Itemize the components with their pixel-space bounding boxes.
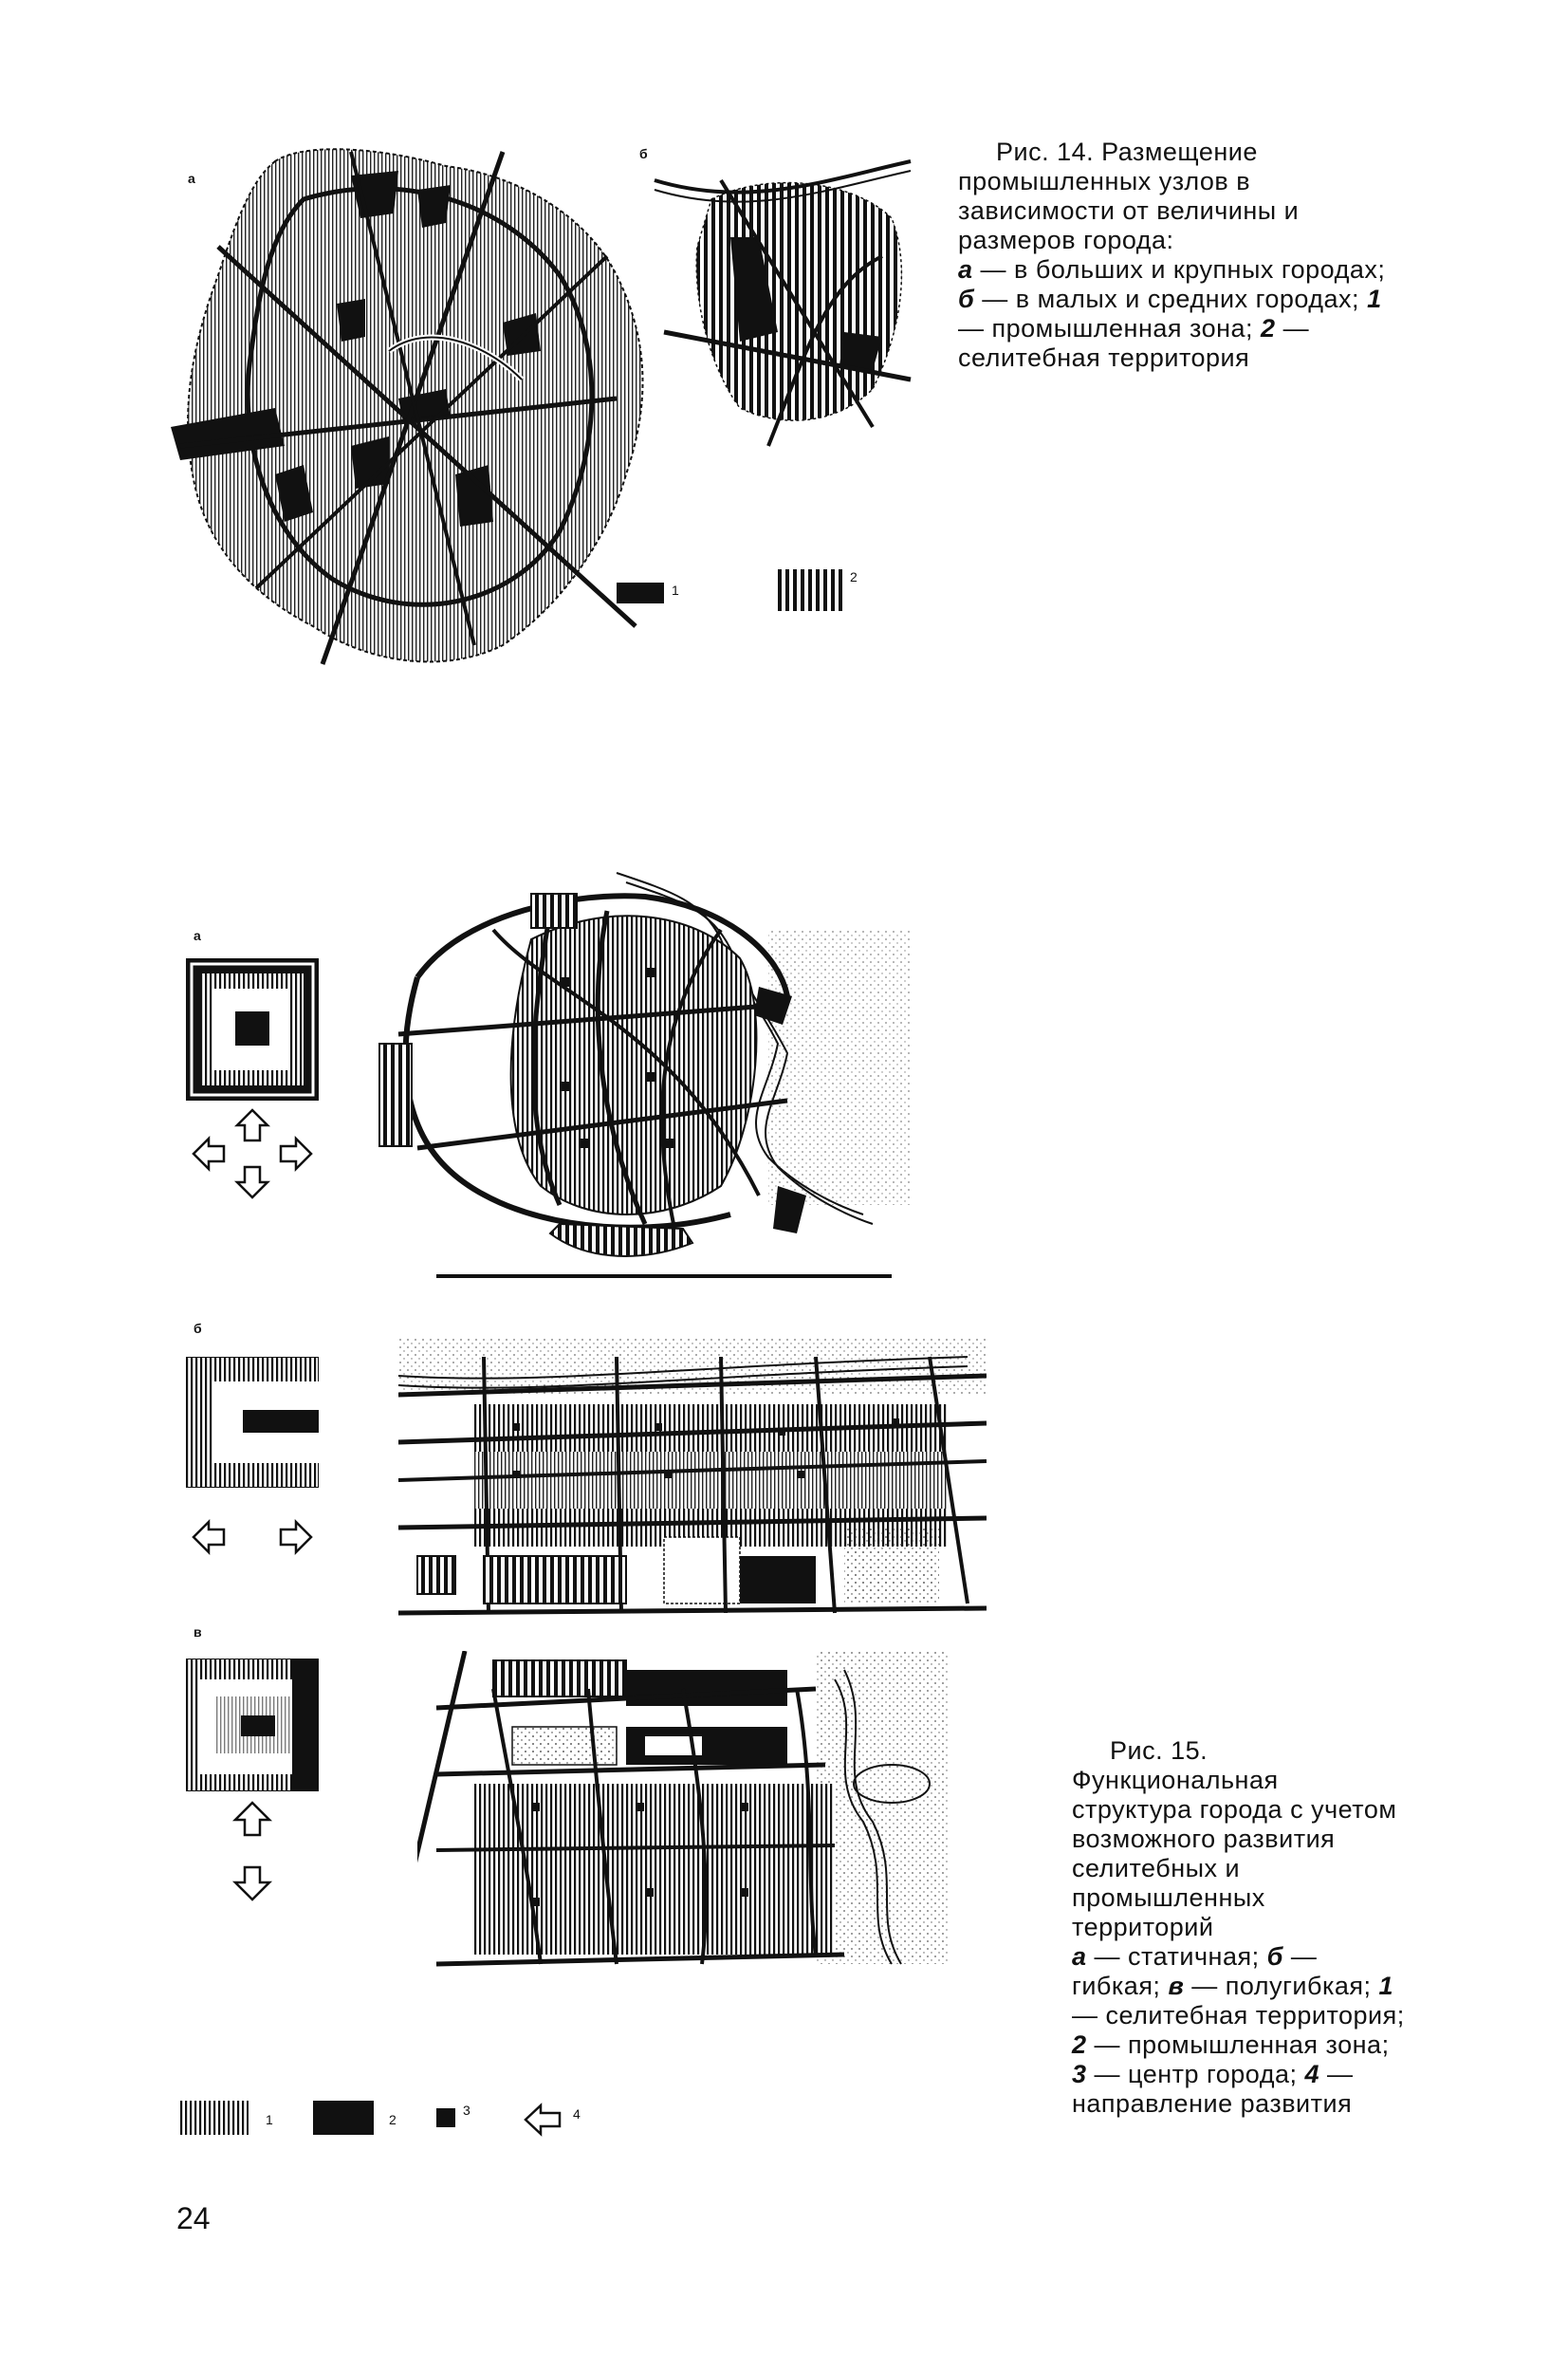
city-centre <box>579 1139 588 1148</box>
direction-arrows-all <box>186 1106 319 1201</box>
city-centre <box>664 1139 673 1148</box>
arrow-left-icon <box>522 2103 563 2137</box>
industrial-zone <box>626 1670 787 1706</box>
arrow-down-icon <box>237 1167 267 1197</box>
caption-text: — полугибкая; <box>1184 1972 1379 2000</box>
industrial-zone <box>337 299 365 342</box>
city-centre <box>655 1423 662 1431</box>
panel-label-v: в <box>194 1624 202 1640</box>
caption-key: 2 <box>1072 2030 1087 2059</box>
city-centre <box>797 1471 804 1478</box>
arrow-right-icon <box>281 1522 311 1552</box>
figure-14-legend <box>607 565 892 622</box>
residential-area <box>474 1452 949 1509</box>
city-centre <box>740 1803 748 1811</box>
industrial-zone <box>417 185 451 228</box>
caption-text: — в малых и средних городах; <box>974 285 1368 313</box>
legend-residential-swatch <box>778 569 844 611</box>
page-number: 24 <box>176 2201 211 2235</box>
caption-text: — промышленная зона; <box>958 314 1262 343</box>
caption-text: — селитебная территория <box>958 314 1310 372</box>
city-centre <box>531 1898 540 1906</box>
legend-number: 3 <box>463 2103 470 2118</box>
caption-key: 4 <box>1304 2060 1320 2088</box>
panel-label-b: б <box>639 146 648 161</box>
city-centre <box>560 1082 569 1091</box>
city-centre <box>645 1888 654 1897</box>
caption-key: в <box>1168 1972 1185 2000</box>
city-centre <box>645 968 655 977</box>
industrial-zone <box>379 1044 412 1146</box>
caption-key: а <box>1072 1942 1087 1971</box>
caption-key: а <box>958 255 973 284</box>
figure-15-caption <box>1072 1736 1406 2119</box>
city-plan-small <box>636 142 920 455</box>
city-centre <box>892 1418 899 1426</box>
figure-14-panel-a <box>161 133 673 683</box>
arrow-left-icon <box>194 1522 224 1552</box>
caption-key: 3 <box>1072 2060 1087 2088</box>
caption-text: — направление развития <box>1072 2060 1354 2118</box>
industrial-zone <box>455 465 493 527</box>
city-plan-flexible <box>398 1338 987 1622</box>
direction-arrows-horizontal <box>186 1518 319 1556</box>
industrial-zone <box>493 1660 626 1696</box>
caption-text: — промышленная зона; <box>1086 2030 1390 2059</box>
residential-area <box>474 1784 835 1955</box>
arrow-up-icon <box>235 1803 269 1835</box>
caption-key: 1 <box>1378 1972 1394 2000</box>
legend-centre-swatch <box>436 2108 455 2127</box>
city-centre <box>740 1888 748 1897</box>
industrial-zone <box>417 1556 455 1594</box>
city-centre <box>664 1471 672 1478</box>
panel-label-a: а <box>188 171 195 186</box>
legend-number: 2 <box>389 2112 397 2127</box>
city-plan-large <box>161 133 673 683</box>
schema-flexible <box>186 1357 319 1488</box>
panel-label-b: б <box>194 1321 202 1336</box>
city-centre <box>512 1471 520 1478</box>
caption-title: Рис. 15. Функциональная структура города с учетом возможного развития селитебных и промышленных территорий <box>1072 1736 1397 1941</box>
legend-number: 1 <box>672 583 679 598</box>
schema-semi-flexible <box>186 1659 319 1791</box>
city-centre <box>636 1803 644 1811</box>
figure-14-panel-b <box>636 142 920 455</box>
caption-text: — селитебная территория; <box>1072 2001 1405 2030</box>
industrial-zone <box>531 894 577 928</box>
city-plan-semi-flexible <box>417 1651 949 1974</box>
residential-area <box>696 183 901 421</box>
arrow-left-icon <box>194 1139 224 1169</box>
city-centre <box>645 1072 655 1082</box>
legend-industrial-swatch <box>617 583 664 603</box>
city-centre <box>512 1423 520 1431</box>
industrial-zone <box>484 1556 626 1603</box>
legend-number: 4 <box>573 2106 581 2122</box>
caption-text: — статичная; <box>1086 1942 1267 1971</box>
industrial-zone <box>550 1224 692 1256</box>
caption-title: Рис. 14. Размещение промышленных узлов в зависимости от величины и размеров города: <box>958 138 1300 254</box>
caption-key: 2 <box>1261 314 1276 343</box>
legend-number: 2 <box>850 569 858 584</box>
panel-label-a: а <box>194 928 201 943</box>
caption-key: 1 <box>1367 285 1382 313</box>
schema-static <box>186 958 319 1101</box>
city-plan-static <box>360 854 930 1290</box>
caption-text: — в больших и крупных городах; <box>972 255 1386 284</box>
industrial-zone <box>740 1556 816 1603</box>
city-centre <box>778 1428 785 1436</box>
arrow-up-icon <box>237 1110 267 1140</box>
arrow-down-icon <box>235 1867 269 1900</box>
legend-number: 1 <box>266 2112 273 2127</box>
caption-key: б <box>1266 1942 1283 1971</box>
caption-key: б <box>958 285 975 313</box>
city-centre <box>531 1803 540 1811</box>
caption-text: — центр города; <box>1086 2060 1305 2088</box>
figure-14-caption <box>958 138 1404 373</box>
legend-residential-swatch <box>180 2101 249 2135</box>
arrow-right-icon <box>281 1139 311 1169</box>
figure-15-legend <box>180 2097 617 2144</box>
legend-industrial-swatch <box>313 2101 374 2135</box>
caption-text: — гибкая; <box>1072 1942 1318 2000</box>
city-centre <box>560 977 569 987</box>
direction-arrows-vertical <box>224 1799 281 1903</box>
